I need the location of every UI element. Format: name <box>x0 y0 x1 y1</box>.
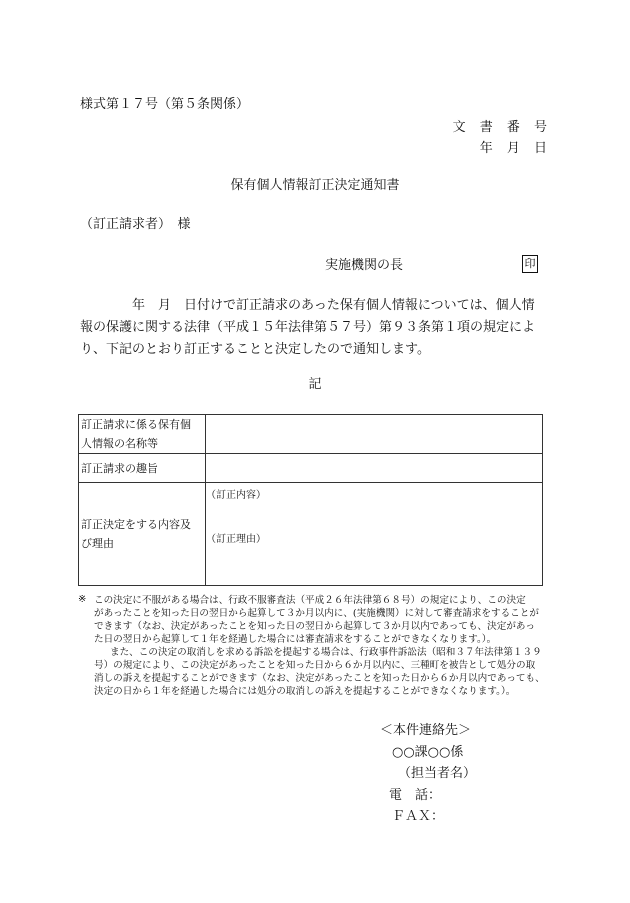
note-line: た日の翌日から起算して１年を経過した場合には審査請求をすることができなくなります。）。 <box>94 634 497 645</box>
document-title: 保有個人情報訂正決定通知書 <box>230 178 400 193</box>
table-row <box>79 483 543 586</box>
correction-reason-label: （訂正理由） <box>206 534 266 545</box>
table-header-text: び理由 <box>81 537 114 550</box>
table-value-cell <box>206 415 543 454</box>
table-header-cell: 訂正請求の趣旨 <box>79 454 206 483</box>
correction-content-label: （訂正内容） <box>206 490 266 501</box>
table-header-cell <box>79 415 206 454</box>
table-row <box>79 454 543 483</box>
date-label: 年 月 日 <box>479 141 552 156</box>
contact-block <box>380 720 476 828</box>
ki-heading: 記 <box>308 377 322 392</box>
note-line: 消しの訴えを提起することができます（なお、決定があったことを知った日から６か月以内であっても、 <box>94 673 545 684</box>
note-line: 決定の日から１年を経過した場合には処分の取消しの訴えを提起することができなくなります。）。 <box>94 686 516 697</box>
form-number: 様式第１７号（第５条関係） <box>80 97 250 112</box>
contact-phone: 電 話： <box>389 787 442 803</box>
body-line-2: 報の保護に関する法律（平成１５年法律第５７号）第９３条第１項の規定によ <box>80 320 536 335</box>
table-value-cell <box>206 483 543 586</box>
table-value-cell <box>206 454 543 483</box>
note-line: この決定に不服がある場合は、行政不服審査法（平成２６年法律第６８号）の規定により、この決定 <box>94 595 526 606</box>
contact-fax: ＦＡＸ： <box>392 809 445 824</box>
contact-person: （担当者名） <box>398 766 477 781</box>
note-mark: ※ <box>78 594 87 605</box>
table-header-text: 人情報の名称等 <box>81 437 158 450</box>
issuer-title: 実施機関の長 <box>325 258 404 273</box>
table-header-text: 訂正決定をする内容及 <box>81 518 191 531</box>
body-line-3: り、下記のとおり訂正することと決定したので通知します。 <box>80 342 430 357</box>
note-line: 号）の規定により、この決定があったことを知った日から６か月以内に、三種町を被告として処分の取 <box>94 660 536 671</box>
note-line: できます（なお、決定があったことを知った日の翌日から起算して３か月以内であっても、決定があっ <box>94 621 536 632</box>
table-header-cell <box>79 483 206 586</box>
notes-section <box>80 594 555 698</box>
detail-table <box>78 414 543 586</box>
table-header-text: 訂正請求に係る保有個 <box>81 418 191 431</box>
body-paragraph <box>80 295 552 361</box>
table-row <box>79 415 543 454</box>
contact-heading: ＜本件連絡先＞ <box>380 723 472 738</box>
note-line: また、この決定の取消しを求める訴訟を提起する場合は、行政事件訴訟法（昭和３７年法律第１３９ <box>110 647 542 658</box>
document-number-label: 文 書 番 号 <box>452 120 552 135</box>
contact-section: ○○課○○係 <box>392 744 464 760</box>
seal-mark: 印 <box>522 255 538 273</box>
body-line-1: 年 月 日付けで訂正請求のあった保有個人情報については、個人情 <box>132 298 535 313</box>
note-line: があったことを知った日の翌日から起算して３か月以内に、(実施機関）に対して審査請求をすることが <box>94 608 539 619</box>
recipient-line: （訂正請求者） 様 <box>80 217 191 232</box>
